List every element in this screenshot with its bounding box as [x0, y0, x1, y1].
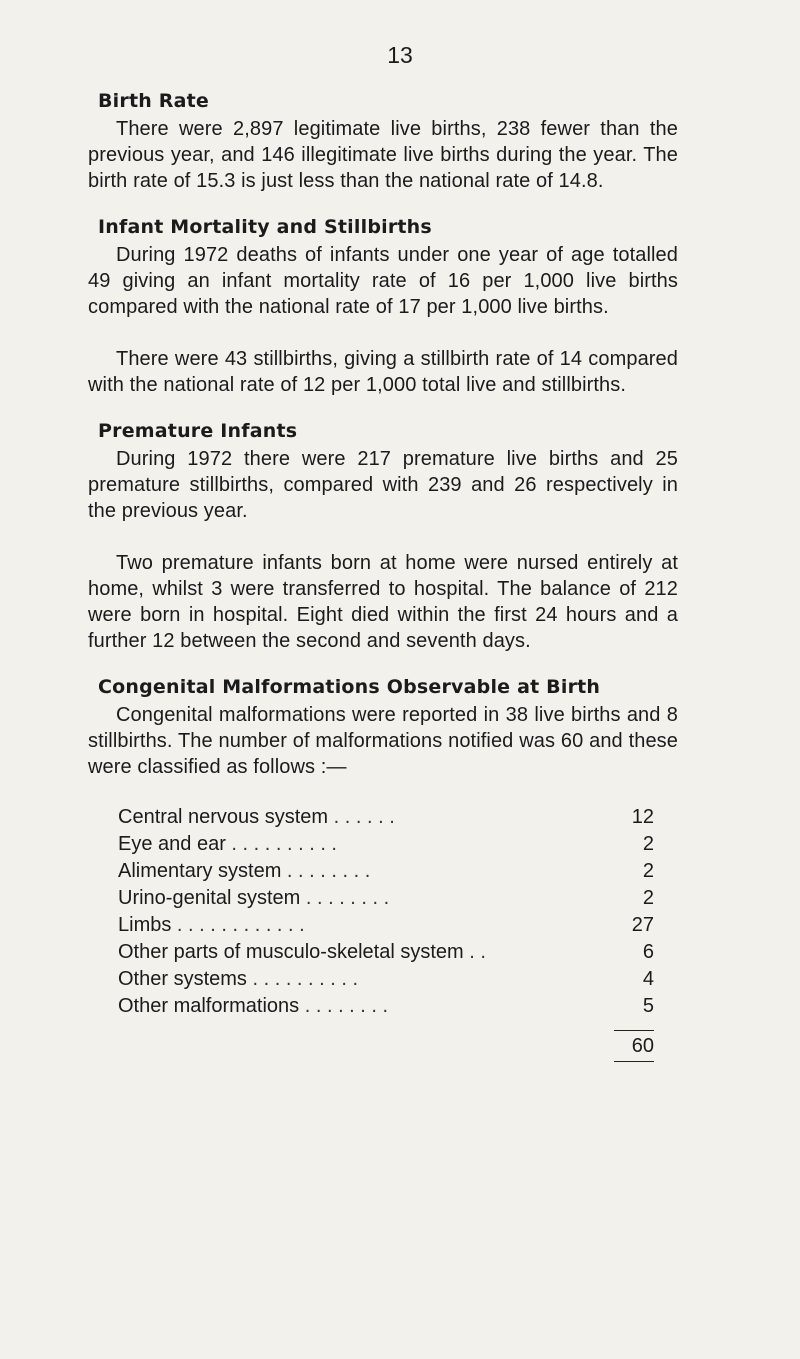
- total-row: [118, 1031, 654, 1061]
- table-row: [118, 993, 654, 1020]
- row-label: Other malformations . . . . . . . .: [118, 995, 389, 1017]
- row-value: 27: [631, 914, 654, 936]
- document-body: [88, 90, 678, 1062]
- row-label: Limbs . . . . . . . . . . . .: [118, 914, 305, 936]
- heading-infant-mortality: Infant Mortality and Stillbirths: [98, 216, 432, 238]
- row-label: Alimentary system . . . . . . . .: [118, 860, 371, 882]
- row-label: Central nervous system . . . . . .: [118, 806, 395, 828]
- row-value: 2: [642, 887, 654, 909]
- row-value: 5: [642, 995, 654, 1017]
- paragraph: Congenital malformations were reported in 38 live births and 8 stillbirths. The number of malformations notified was 60 and these were classified as follows :—: [88, 704, 678, 778]
- row-label: Urino-genital system . . . . . . . .: [118, 887, 390, 909]
- page-number: 13: [387, 42, 413, 68]
- row-value: 2: [642, 833, 654, 855]
- table-row: [118, 858, 654, 885]
- paragraph: During 1972 there were 217 premature live births and 25 premature stillbirths, compared with 239 and 26 respectively in the previous year.: [88, 448, 678, 522]
- row-value: 4: [642, 968, 654, 990]
- heading-premature-infants: Premature Infants: [98, 420, 298, 442]
- table-row: [118, 804, 654, 831]
- heading-birth-rate: Birth Rate: [98, 90, 210, 112]
- paragraph: There were 2,897 legitimate live births, 238 fewer than the previous year, and 146 illegitimate live births during the year. The birth rate of 15.3 is just less than the national rate of 14.8.: [88, 118, 678, 192]
- row-label: Other parts of musculo-skeletal system . .: [118, 941, 486, 963]
- total-value: 60: [631, 1034, 654, 1057]
- paragraph: During 1972 deaths of infants under one year of age totalled 49 giving an infant mortality rate of 16 per 1,000 live births compared with the national rate of 17 per 1,000 live births.: [88, 244, 678, 318]
- row-label: Other systems . . . . . . . . . .: [118, 968, 359, 990]
- row-value: 2: [642, 860, 654, 882]
- paragraph: Two premature infants born at home were nursed entirely at home, whilst 3 were transferred to hospital. The balance of 212 were born in hospital. Eight died within the first 24 hours and a further 12 between the second and seventh days.: [88, 552, 678, 652]
- row-value: 6: [642, 941, 654, 963]
- total-rule-bottom: [614, 1061, 654, 1062]
- row-label: Eye and ear . . . . . . . . . .: [118, 833, 337, 855]
- row-value: 12: [631, 806, 654, 828]
- total-rule-top: [614, 1030, 654, 1031]
- table-row: [118, 939, 654, 966]
- heading-congenital-malformations: Congenital Malformations Observable at Birth: [98, 676, 601, 698]
- table-row: [118, 966, 654, 993]
- table-row: [118, 831, 654, 858]
- table-row: [118, 912, 654, 939]
- table-row: [118, 885, 654, 912]
- malformations-table: [118, 804, 654, 1062]
- paragraph: There were 43 stillbirths, giving a stillbirth rate of 14 compared with the national rate of 12 per 1,000 total live and stillbirths.: [88, 348, 678, 396]
